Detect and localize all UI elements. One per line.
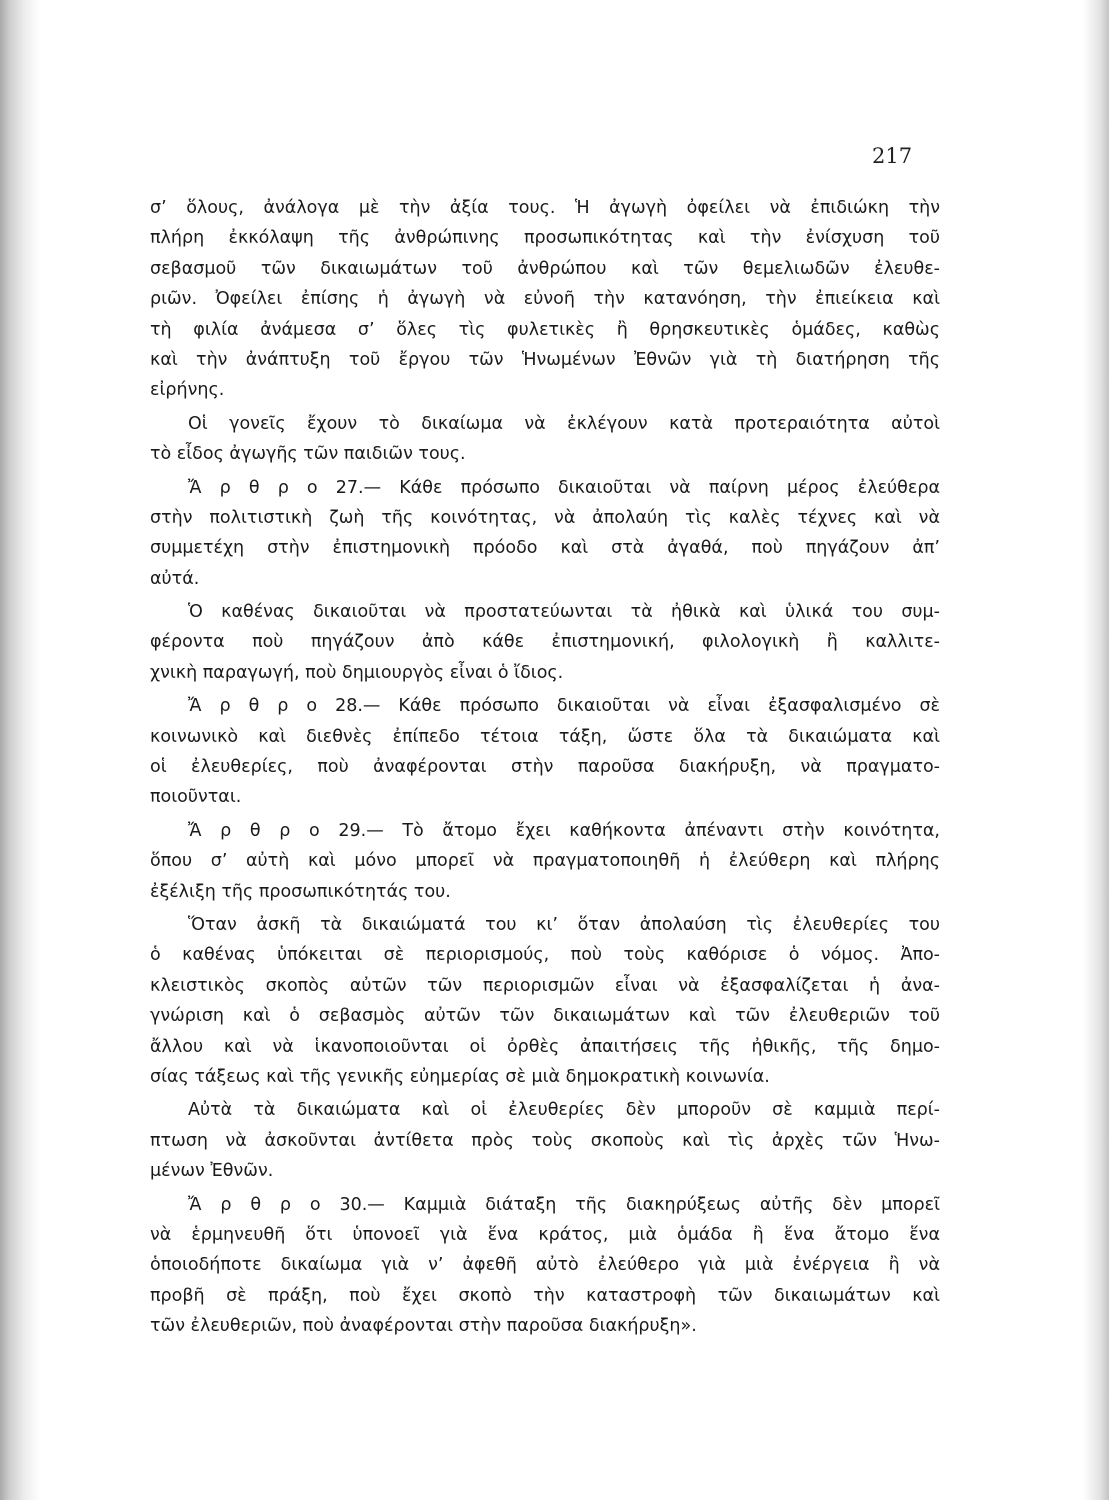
- text-line: συμμετέχη στὴν ἐπιστημονικὴ πρόοδο καὶ στὰ ἀγαθά, ποὺ πηγάζουν ἀπ’: [150, 538, 940, 559]
- text-line: κλειστικὸς σκοπὸς αὐτῶν τῶν περιορισμῶν εἶναι νὰ ἐξασφαλίζεται ἡ ἀνα-: [150, 975, 940, 996]
- text-line: νὰ ἑρμηνευθῆ ὅτι ὑπονοεῖ γιὰ ἕνα κράτος, μιὰ ὁμάδα ἢ ἕνα ἄτομο ἕνα: [150, 1224, 940, 1245]
- article-28-heading-line: Ἄ ρ θ ρ ο 28.— Κάθε πρόσωπο δικαιοῦται νὰ εἶναι ἐξασφαλισμένο σὲ: [188, 696, 940, 717]
- text-line: πλήρη ἐκκόλαψη τῆς ἀνθρώπινης προσωπικότητας καὶ τὴν ἐνίσχυση τοῦ: [150, 228, 940, 249]
- body-text: [150, 193, 940, 1341]
- text-line: ὁποιοδήποτε δικαίωμα γιὰ ν’ ἀφεθῆ αὐτὸ ἐλεύθερο γιὰ μιὰ ἐνέργεια ἢ νὰ: [150, 1255, 940, 1276]
- text-line: καὶ τὴν ἀνάπτυξη τοῦ ἔργου τῶν Ἡνωμένων Ἐθνῶν γιὰ τὴ διατήρηση τῆς: [150, 349, 940, 370]
- page-left-edge-shadow: [0, 0, 40, 1500]
- text-line: ἐξέλιξη τῆς προσωπικότητάς του.: [150, 881, 451, 902]
- text-line: προβῆ σὲ πράξη, ποὺ ἔχει σκοπὸ τὴν καταστροφὴ τῶν δικαιωμάτων καὶ: [150, 1285, 940, 1306]
- text-line: εἰρήνης.: [150, 380, 225, 401]
- text-line: τὴ φιλία ἀνάμεσα σ’ ὅλες τὶς φυλετικὲς ἢ θρησκευτικὲς ὁμάδες, καθὼς: [150, 319, 940, 340]
- text-line: Ὅταν ἀσκῆ τὰ δικαιώματά του κι’ ὅταν ἀπολαύση τὶς ἐλευθερίες του: [188, 914, 940, 935]
- text-line: κοινωνικὸ καὶ διεθνὲς ἐπίπεδο τέτοια τάξη, ὥστε ὅλα τὰ δικαιώματα καὶ: [150, 726, 940, 747]
- text-line: σίας τάξεως καὶ τῆς γενικῆς εὐημερίας σὲ μιὰ δημοκρατικὴ κοινωνία.: [150, 1066, 770, 1087]
- text-line: ριῶν. Ὀφείλει ἐπίσης ἡ ἀγωγὴ νὰ εὐνοῆ τὴν κατανόηση, τὴν ἐπιείκεια καὶ: [150, 289, 940, 310]
- text-line: ποιοῦνται.: [150, 787, 242, 808]
- text-line: τὸ εἶδος ἀγωγῆς τῶν παιδιῶν τους.: [150, 444, 466, 465]
- text-line: σ’ ὅλους, ἀνάλογα μὲ τὴν ἀξία τους. Ἡ ἀγωγὴ ὀφείλει νὰ ἐπιδιώκη τὴν: [150, 198, 940, 218]
- article-30-heading-line: Ἄ ρ θ ρ ο 30.— Καμμιὰ διάταξη τῆς διακηρύξεως αὐτῆς δὲν μπορεῖ: [188, 1194, 940, 1215]
- text-line: Οἱ γονεῖς ἔχουν τὸ δικαίωμα νὰ ἐκλέγουν κατὰ προτεραιότητα αὐτοὶ: [188, 413, 940, 434]
- article-27-heading-line: Ἄ ρ θ ρ ο 27.— Κάθε πρόσωπο δικαιοῦται νὰ παίρνη μέρος ἐλεύθερα: [188, 477, 940, 498]
- page-right-edge-shadow: [1083, 0, 1109, 1500]
- text-line: Ὁ καθένας δικαιοῦται νὰ προστατεύωνται τὰ ἠθικὰ καὶ ὑλικά του συμ-: [188, 602, 940, 623]
- text-line: μένων Ἐθνῶν.: [150, 1161, 274, 1182]
- text-line: αὐτά.: [150, 568, 200, 589]
- text-line: στὴν πολιτιστικὴ ζωὴ τῆς κοινότητας, νὰ ἀπολαύη τὶς καλὲς τέχνες καὶ νὰ: [150, 507, 940, 528]
- text-line: Αὐτὰ τὰ δικαιώματα καὶ οἱ ἐλευθερίες δὲν μποροῦν σὲ καμμιὰ περί-: [188, 1100, 940, 1121]
- text-line: οἱ ἐλευθερίες, ποὺ ἀναφέρονται στὴν παροῦσα διακήρυξη, νὰ πραγματο-: [150, 757, 940, 778]
- text-line: χνικὴ παραγωγή, ποὺ δημιουργὸς εἶναι ὁ ἴδιος.: [150, 662, 564, 683]
- text-line: ἄλλου καὶ νὰ ἱκανοποιοῦνται οἱ ὀρθὲς ἀπαιτήσεις τῆς ἠθικῆς, τῆς δημο-: [150, 1036, 940, 1057]
- text-line: τῶν ἐλευθεριῶν, ποὺ ἀναφέρονται στὴν παροῦσα διακήρυξη».: [150, 1316, 697, 1337]
- text-line: ὁ καθένας ὑπόκειται σὲ περιορισμούς, ποὺ τοὺς καθόρισε ὁ νόμος. Ἀπο-: [150, 945, 940, 966]
- text-line: φέροντα ποὺ πηγάζουν ἀπὸ κάθε ἐπιστημονική, φιλολογικὴ ἢ καλλιτε-: [150, 632, 940, 653]
- text-line: σεβασμοῦ τῶν δικαιωμάτων τοῦ ἀνθρώπου καὶ τῶν θεμελιωδῶν ἐλευθε-: [150, 258, 940, 279]
- article-29-heading-line: Ἄ ρ θ ρ ο 29.— Τὸ ἄτομο ἔχει καθήκοντα ἀπέναντι στὴν κοινότητα,: [188, 820, 940, 841]
- text-line: γνώριση καὶ ὁ σεβασμὸς αὐτῶν τῶν δικαιωμάτων καὶ τῶν ἐλευθεριῶν τοῦ: [150, 1006, 940, 1027]
- page-number: 217: [872, 144, 913, 168]
- text-line: πτωση νὰ ἀσκοῦνται ἀντίθετα πρὸς τοὺς σκοποὺς καὶ τὶς ἀρχὲς τῶν Ἡνω-: [150, 1130, 940, 1151]
- text-line: ὅπου σ’ αὐτὴ καὶ μόνο μπορεῖ νὰ πραγματοποιηθῆ ἡ ἐλεύθερη καὶ πλήρης: [150, 851, 940, 872]
